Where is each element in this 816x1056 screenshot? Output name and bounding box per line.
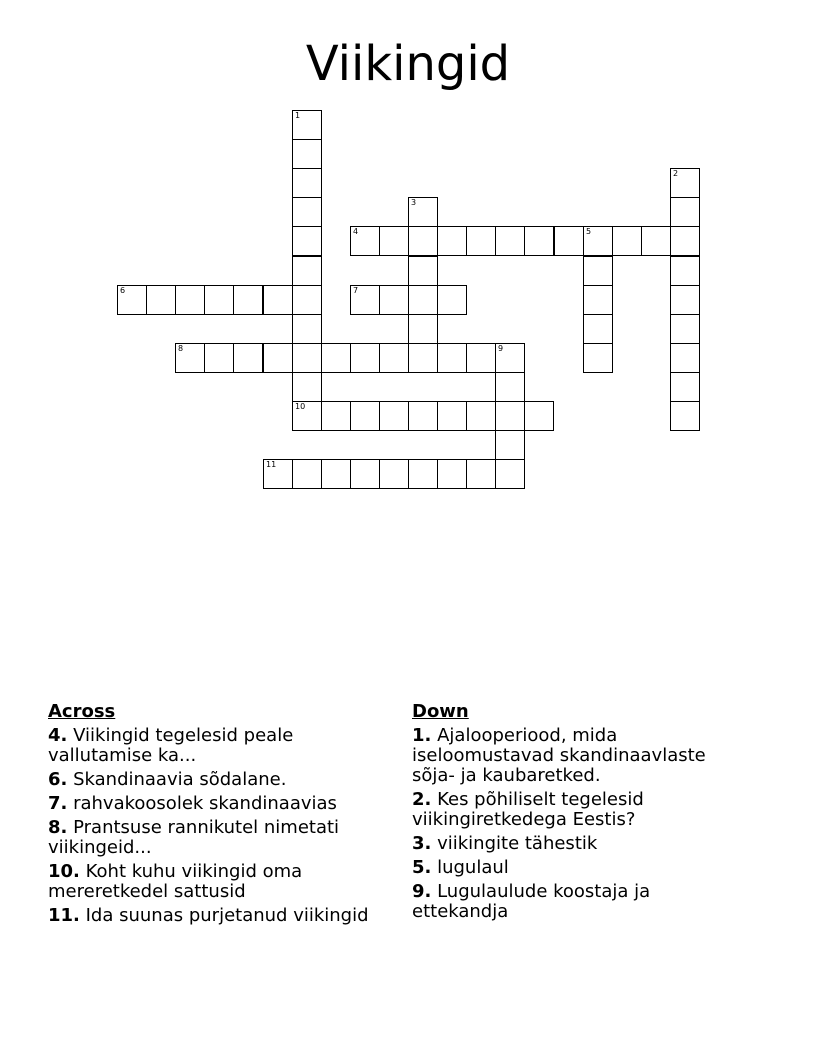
grid-cell[interactable] [466, 226, 496, 256]
cell-number: 3 [411, 198, 417, 207]
grid-cell[interactable] [495, 226, 525, 256]
cell-number: 11 [266, 460, 277, 469]
grid-cell[interactable] [495, 372, 525, 402]
down-clues [412, 702, 742, 926]
grid-cell[interactable] [408, 197, 438, 227]
grid-cell[interactable] [495, 343, 525, 373]
grid-cell[interactable] [495, 401, 525, 431]
grid-cell[interactable] [408, 285, 438, 315]
grid-cell[interactable] [292, 139, 322, 169]
grid-cell[interactable] [292, 256, 322, 286]
grid-cell[interactable] [350, 343, 380, 373]
grid-cell[interactable] [408, 343, 438, 373]
clue-down-1: 1. Ajalooperiood, mida iseloomustavad skandinaavlaste sõja- ja kaubaretked. [412, 725, 706, 786]
grid-cell[interactable] [408, 459, 438, 489]
down-heading: Down [412, 701, 469, 722]
grid-cell[interactable] [437, 401, 467, 431]
grid-cell[interactable] [437, 343, 467, 373]
grid-cell[interactable] [495, 459, 525, 489]
grid-cell[interactable] [583, 256, 613, 286]
grid-cell[interactable] [350, 285, 380, 315]
grid-cell[interactable] [350, 226, 380, 256]
crossword-grid [0, 0, 816, 500]
puzzle-title: Viikingid [305, 36, 511, 92]
grid-cell[interactable] [379, 401, 409, 431]
grid-cell[interactable] [379, 226, 409, 256]
grid-cell[interactable] [670, 401, 700, 431]
grid-cell[interactable] [146, 285, 176, 315]
grid-cell[interactable] [263, 285, 293, 315]
clue-across-6: 6. Skandinaavia sõdalane. [48, 769, 287, 790]
grid-cell[interactable] [583, 285, 613, 315]
grid-cell[interactable] [292, 197, 322, 227]
grid-cell[interactable] [524, 226, 554, 256]
grid-cell[interactable] [495, 430, 525, 460]
grid-cell[interactable] [408, 256, 438, 286]
clue-down-9: 9. Lugulaulude koostaja ja ettekandja [412, 881, 651, 922]
clue-across-7: 7. rahvakoosolek skandinaavias [48, 793, 337, 814]
grid-cell[interactable] [583, 343, 613, 373]
grid-cell[interactable] [554, 226, 584, 256]
cell-number: 2 [673, 169, 679, 178]
grid-cell[interactable] [466, 459, 496, 489]
cell-number: 4 [353, 227, 359, 236]
grid-cell[interactable] [204, 343, 234, 373]
grid-cell[interactable] [292, 459, 322, 489]
cell-number: 6 [120, 286, 126, 295]
cell-number: 5 [586, 227, 592, 236]
grid-cell[interactable] [292, 285, 322, 315]
cell-number: 10 [295, 402, 306, 411]
grid-cell[interactable] [292, 314, 322, 344]
grid-cell[interactable] [292, 168, 322, 198]
across-heading: Across [48, 701, 116, 722]
clue-across-8: 8. Prantsuse rannikutel nimetati viikingeid... [48, 817, 340, 858]
grid-cell[interactable] [233, 343, 263, 373]
grid-cell[interactable] [350, 459, 380, 489]
grid-cell[interactable] [379, 459, 409, 489]
across-clues [48, 702, 400, 930]
grid-cell[interactable] [379, 343, 409, 373]
grid-cell[interactable] [321, 343, 351, 373]
grid-cell[interactable] [263, 459, 293, 489]
grid-cell[interactable] [670, 343, 700, 373]
grid-cell[interactable] [233, 285, 263, 315]
grid-cell[interactable] [524, 401, 554, 431]
grid-cell[interactable] [292, 110, 322, 140]
grid-cell[interactable] [437, 459, 467, 489]
grid-cell[interactable] [292, 343, 322, 373]
grid-cell[interactable] [670, 226, 700, 256]
grid-cell[interactable] [641, 226, 671, 256]
grid-cell[interactable] [583, 226, 613, 256]
grid-cell[interactable] [670, 314, 700, 344]
grid-cell[interactable] [466, 401, 496, 431]
cell-number: 7 [353, 286, 359, 295]
clue-down-3: 3. viikingite tähestik [412, 833, 598, 854]
grid-cell[interactable] [175, 285, 205, 315]
grid-cell[interactable] [350, 401, 380, 431]
grid-cell[interactable] [292, 372, 322, 402]
grid-cell[interactable] [379, 285, 409, 315]
grid-cell[interactable] [583, 314, 613, 344]
grid-cell[interactable] [670, 372, 700, 402]
cell-number: 9 [498, 344, 504, 353]
clue-across-4: 4. Viikingid tegelesid peale vallutamise ka... [48, 725, 294, 766]
grid-cell[interactable] [408, 314, 438, 344]
clue-down-2: 2. Kes põhiliselt tegelesid viikingiretkedega Eestis? [412, 789, 644, 830]
grid-cell[interactable] [437, 226, 467, 256]
cell-number: 1 [295, 111, 301, 120]
grid-cell[interactable] [263, 343, 293, 373]
grid-cell[interactable] [117, 285, 147, 315]
grid-cell[interactable] [670, 168, 700, 198]
grid-cell[interactable] [292, 226, 322, 256]
cell-number: 8 [178, 344, 184, 353]
grid-cell[interactable] [612, 226, 642, 256]
grid-cell[interactable] [408, 226, 438, 256]
grid-cell[interactable] [292, 401, 322, 431]
grid-cell[interactable] [175, 343, 205, 373]
clue-across-11: 11. Ida suunas purjetanud viikingid [48, 905, 369, 926]
grid-cell[interactable] [204, 285, 234, 315]
grid-cell[interactable] [670, 197, 700, 227]
grid-cell[interactable] [437, 285, 467, 315]
grid-cell[interactable] [670, 285, 700, 315]
clue-across-10: 10. Koht kuhu viikingid oma mereretkedel sattusid [48, 861, 303, 902]
grid-cell[interactable] [408, 401, 438, 431]
grid-cell[interactable] [321, 459, 351, 489]
clue-down-5: 5. lugulaul [412, 857, 509, 878]
grid-cell[interactable] [466, 343, 496, 373]
grid-cell[interactable] [670, 256, 700, 286]
grid-cell[interactable] [321, 401, 351, 431]
